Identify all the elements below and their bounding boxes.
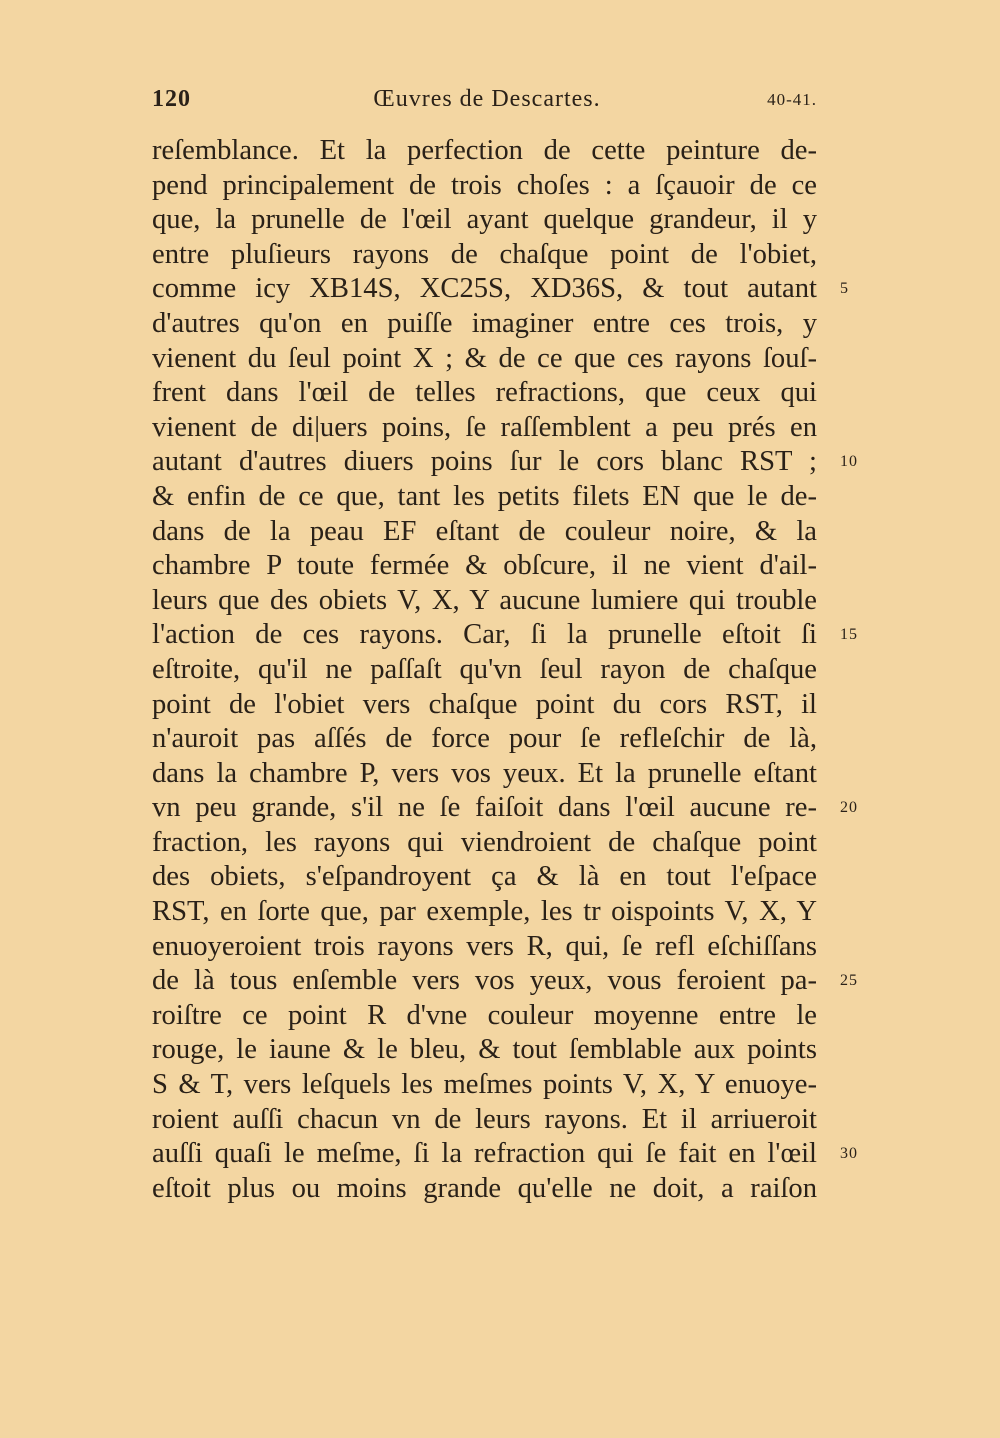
line-text: eſtroite, qu'il ne paſſaſt qu'vn ſeul rayon de chaſque <box>152 653 817 685</box>
line-text: que, la prunelle de l'œil ayant quelque grandeur, il y <box>152 204 817 236</box>
text-line <box>152 480 817 515</box>
text-line <box>152 791 858 826</box>
line-text: pend principalement de trois choſes : a ſçauoir de ce <box>152 169 817 201</box>
text-line <box>152 860 817 895</box>
line-number: 20 <box>840 799 858 817</box>
line-number: 15 <box>840 626 858 644</box>
line-text: de là tous enſemble vers vos yeux, vous feroient pa- <box>152 965 817 997</box>
line-number: 10 <box>840 453 858 471</box>
text-line <box>152 688 817 723</box>
text-line <box>152 549 817 584</box>
line-text: chambre P toute fermée & obſcure, il ne vient d'ail- <box>152 550 817 582</box>
body-text <box>152 134 858 1206</box>
text-line <box>152 1068 817 1103</box>
page-range: 40-41. <box>767 90 817 109</box>
line-text: n'auroit pas aſſés de force pour ſe refleſchir de là, <box>152 723 817 755</box>
line-text: l'action de ces rayons. Car, ſi la prunelle eſtoit ſi <box>152 619 817 651</box>
line-text: RST, en ſorte que, par exemple, les tr oispoints V, X, Y <box>152 896 817 928</box>
text-line <box>152 964 858 999</box>
text-line <box>152 169 817 204</box>
running-title: Œuvres de Descartes. <box>373 86 601 112</box>
text-line <box>152 653 817 688</box>
line-text: point de l'obiet vers chaſque point du cors RST, il <box>152 688 817 720</box>
text-line <box>152 999 817 1034</box>
text-line <box>152 238 817 273</box>
line-text: S & T, vers leſquels les meſmes points V, X, Y enuoye- <box>152 1069 817 1101</box>
line-text: roient auſſi chacun vn de leurs rayons. Et il arriueroit <box>152 1103 817 1135</box>
line-text: fraction, les rayons qui viendroient de chaſque point <box>152 826 817 858</box>
text-line <box>152 445 858 480</box>
text-line <box>152 930 817 965</box>
text-line <box>152 722 817 757</box>
line-text: d'autres qu'on en puiſſe imaginer entre ces trois, y <box>152 307 817 339</box>
text-line <box>152 376 817 411</box>
line-number: 5 <box>840 280 849 298</box>
line-text: vienent du ſeul point X ; & de ce que ces rayons ſouſ- <box>152 342 817 374</box>
line-text: eſtoit plus ou moins grande qu'elle ne doit, a raiſon <box>152 1172 817 1204</box>
line-text: des obiets, s'eſpandroyent ça & là en tout l'eſpace <box>152 861 817 893</box>
text-line <box>152 342 817 377</box>
text-line <box>152 134 817 169</box>
line-text: entre pluſieurs rayons de chaſque point de l'obiet, <box>152 238 817 270</box>
text-line <box>152 618 858 653</box>
line-text: auſſi quaſi le meſme, ſi la refraction qui ſe fait en l'œil <box>152 1138 817 1170</box>
line-number: 30 <box>840 1145 858 1163</box>
line-text: enuoyeroient trois rayons vers R, qui, ſe refl eſchiſſans <box>152 930 817 962</box>
text-line <box>152 895 817 930</box>
text-line <box>152 1033 817 1068</box>
text-line <box>152 1103 817 1138</box>
line-text: dans de la peau EF eſtant de couleur noire, & la <box>152 515 817 547</box>
line-text: leurs que des obiets V, X, Y aucune lumiere qui trouble <box>152 584 817 616</box>
text-line <box>152 411 817 446</box>
text-line <box>152 1137 858 1172</box>
line-text: autant d'autres diuers poins ſur le cors blanc RST ; <box>152 446 817 478</box>
line-text: vienent de di|uers poins, ſe raſſemblent a peu prés en <box>152 411 817 443</box>
line-text: comme icy XB14S, XC25S, XD36S, & tout autant <box>152 273 817 305</box>
text-line <box>152 826 817 861</box>
text-line <box>152 307 817 342</box>
page-number: 120 <box>152 86 191 112</box>
line-text: reſemblance. Et la perfection de cette peinture de- <box>152 135 817 166</box>
text-line <box>152 757 817 792</box>
line-text: frent dans l'œil de telles refractions, que ceux qui <box>152 377 817 409</box>
line-text: roiſtre ce point R d'vne couleur moyenne entre le <box>152 999 817 1031</box>
text-line <box>152 203 817 238</box>
text-line <box>152 272 849 307</box>
line-text: vn peu grande, s'il ne ſe faiſoit dans l'œil aucune re- <box>152 792 817 824</box>
line-text: & enfin de ce que, tant les petits filets EN que le de- <box>152 480 817 512</box>
line-number: 25 <box>840 972 858 990</box>
page-header <box>152 86 817 118</box>
line-text: rouge, le iaune & le bleu, & tout ſemblable aux points <box>152 1034 817 1066</box>
text-line <box>152 1172 817 1207</box>
line-text: dans la chambre P, vers vos yeux. Et la prunelle eſtant <box>152 757 817 789</box>
text-line <box>152 515 817 550</box>
text-line <box>152 584 817 619</box>
